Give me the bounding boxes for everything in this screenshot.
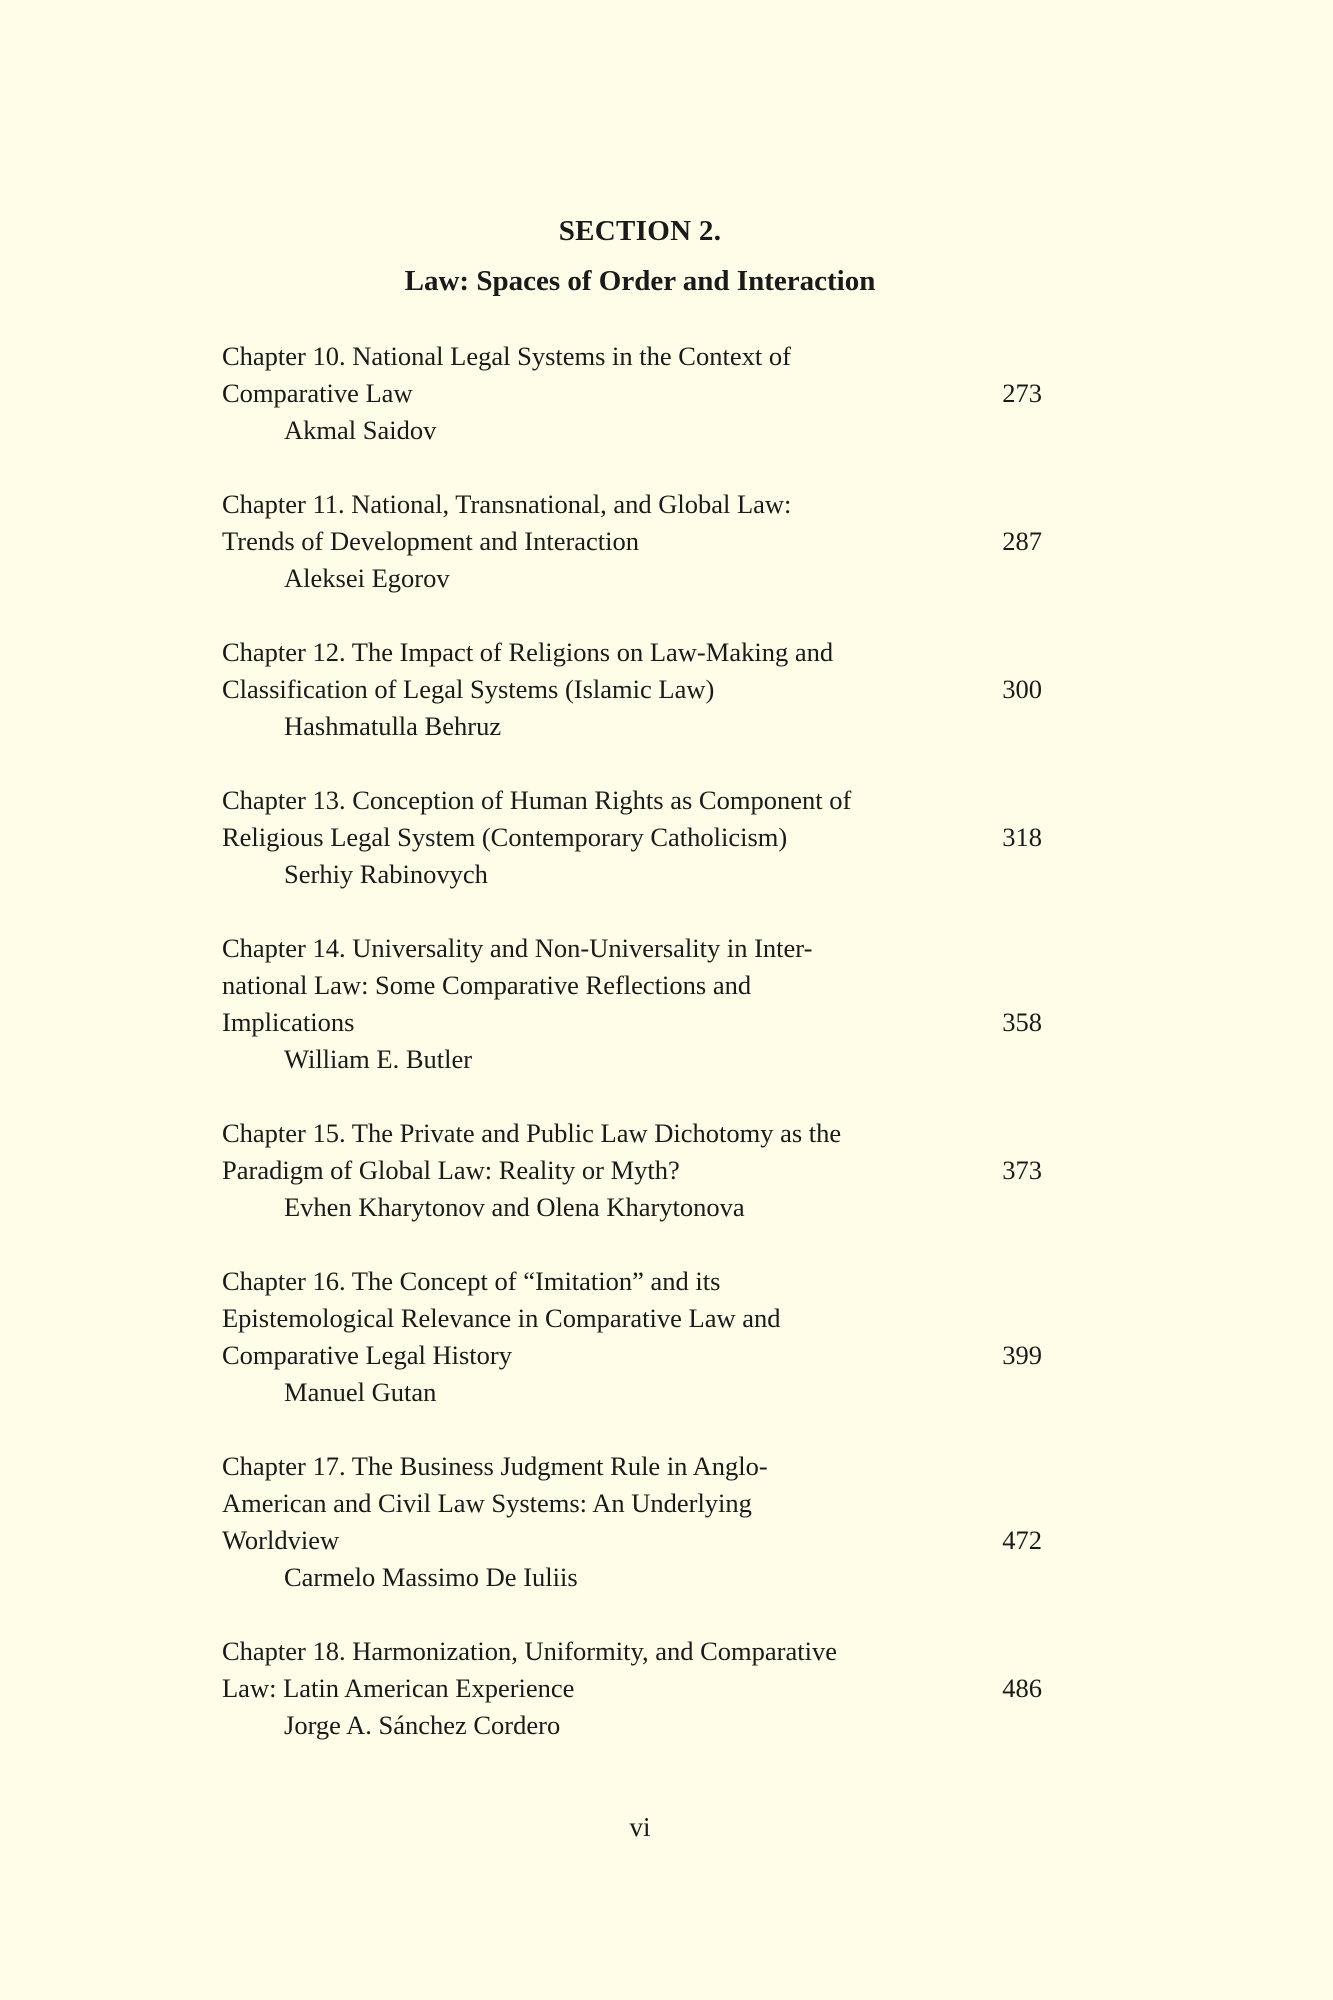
chapter-title-text: national Law: Some Comparative Reflections and <box>222 970 752 1000</box>
chapter-title-text: Classification of Legal Systems (Islamic Law) <box>222 674 715 704</box>
chapter-title-text: Paradigm of Global Law: Reality or Myth? <box>222 1155 680 1185</box>
chapter-title-line <box>222 671 1042 708</box>
chapter-page-number: 318 <box>1002 822 1042 852</box>
chapter-title-line <box>222 1337 1042 1374</box>
chapter-page-number: 399 <box>1002 1340 1042 1370</box>
toc-entry <box>222 1633 1042 1744</box>
chapter-title-line <box>222 1670 1042 1707</box>
chapter-title-line <box>222 930 1042 967</box>
toc-entry <box>222 1448 1042 1596</box>
chapter-title-text: Law: Latin American Experience <box>222 1673 575 1703</box>
toc-entry <box>222 338 1042 449</box>
chapter-author: Akmal Saidov <box>284 415 437 445</box>
table-of-contents <box>222 338 1042 1781</box>
chapter-title-line <box>222 1522 1042 1559</box>
chapter-title-text: Comparative Legal History <box>222 1340 512 1370</box>
toc-entry <box>222 1115 1042 1226</box>
chapter-title-text: Chapter 13. Conception of Human Rights as Component of <box>222 785 852 815</box>
chapter-author: Manuel Gutan <box>284 1377 437 1407</box>
chapter-title-text: Trends of Development and Interaction <box>222 526 640 556</box>
chapter-author: Aleksei Egorov <box>284 563 450 593</box>
chapter-page-number: 472 <box>1002 1525 1042 1555</box>
chapter-title-text: Chapter 10. National Legal Systems in the Context of <box>222 341 791 371</box>
chapter-author: Serhiy Rabinovych <box>284 859 488 889</box>
chapter-author: Carmelo Massimo De Iuliis <box>284 1562 578 1592</box>
chapter-title-text: Chapter 15. The Private and Public Law Dichotomy as the <box>222 1118 842 1148</box>
toc-entry <box>222 782 1042 893</box>
chapter-author: Jorge A. Sánchez Cordero <box>284 1710 561 1740</box>
chapter-title-line <box>222 523 1042 560</box>
chapter-title-line <box>222 1633 1042 1670</box>
chapter-title-line <box>222 338 1042 375</box>
chapter-title-text: Chapter 12. The Impact of Religions on Law-Making and <box>222 637 834 667</box>
chapter-title-text: Worldview <box>222 1525 340 1555</box>
chapter-title-line <box>222 1152 1042 1189</box>
chapter-title-text: Implications <box>222 1007 355 1037</box>
chapter-title-text: Epistemological Relevance in Comparative Law and <box>222 1303 781 1333</box>
chapter-title-line <box>222 1004 1042 1041</box>
chapter-title-text: Chapter 17. The Business Judgment Rule in Anglo- <box>222 1451 768 1481</box>
chapter-page-number: 300 <box>1002 674 1042 704</box>
chapter-page-number: 273 <box>1002 378 1042 408</box>
chapter-title-text: Chapter 16. The Concept of “Imitation” and its <box>222 1266 721 1296</box>
chapter-title-line <box>222 1448 1042 1485</box>
chapter-title-line <box>222 486 1042 523</box>
page-number-folio: vi <box>629 1812 651 1842</box>
chapter-title-line <box>222 819 1042 856</box>
chapter-page-number: 287 <box>1002 526 1042 556</box>
toc-entry <box>222 1263 1042 1411</box>
chapter-title-text: Comparative Law <box>222 378 413 408</box>
chapter-title-text: Chapter 11. National, Transnational, and Global Law: <box>222 489 792 519</box>
chapter-title-line <box>222 967 1042 1004</box>
chapter-title-line <box>222 782 1042 819</box>
toc-entry <box>222 486 1042 597</box>
chapter-page-number: 358 <box>1002 1007 1042 1037</box>
chapter-title-line <box>222 1485 1042 1522</box>
chapter-title-line <box>222 1115 1042 1152</box>
chapter-title-line <box>222 375 1042 412</box>
section-title: Law: Spaces of Order and Interaction <box>404 265 876 297</box>
chapter-title-line <box>222 634 1042 671</box>
chapter-page-number: 373 <box>1002 1155 1042 1185</box>
chapter-author: William E. Butler <box>284 1044 473 1074</box>
toc-entry <box>222 930 1042 1078</box>
chapter-title-text: Religious Legal System (Contemporary Catholicism) <box>222 822 788 852</box>
chapter-title-text: Chapter 18. Harmonization, Uniformity, and Comparative <box>222 1636 837 1666</box>
toc-entry <box>222 634 1042 745</box>
chapter-author: Evhen Kharytonov and Olena Kharytonova <box>284 1192 745 1222</box>
chapter-page-number: 486 <box>1002 1673 1042 1703</box>
section-label: SECTION 2. <box>558 215 722 247</box>
chapter-author: Hashmatulla Behruz <box>284 711 502 741</box>
chapter-title-line <box>222 1300 1042 1337</box>
chapter-title-text: Chapter 14. Universality and Non-Universality in Inter- <box>222 933 813 963</box>
chapter-title-line <box>222 1263 1042 1300</box>
chapter-title-text: American and Civil Law Systems: An Underlying <box>222 1488 752 1518</box>
